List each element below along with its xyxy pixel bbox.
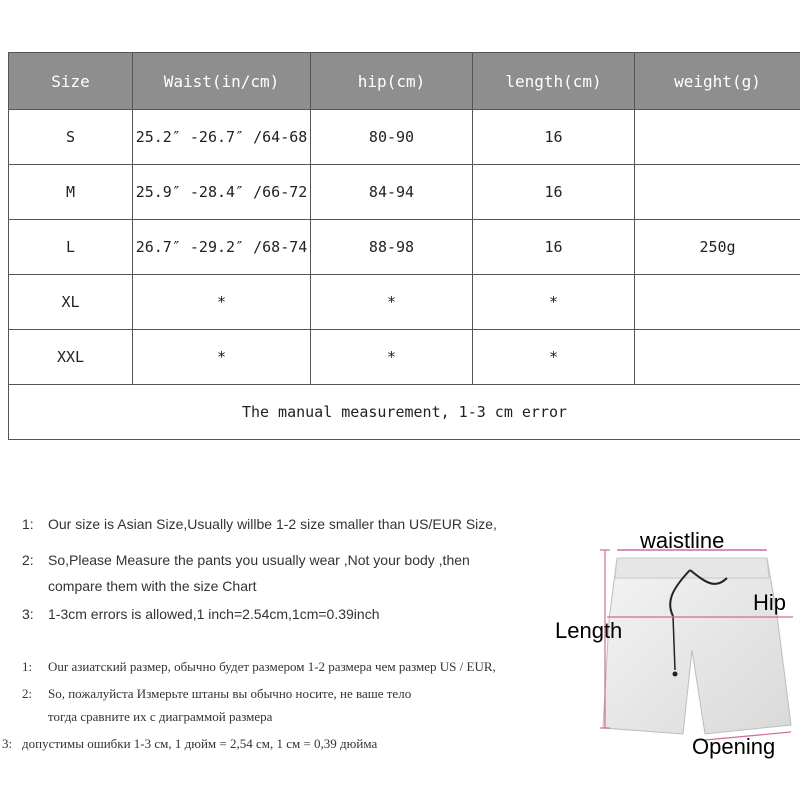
table-footnote: The manual measurement, 1-3 cm error <box>9 385 800 440</box>
waist-cell: 26.7″ -29.2″ /68-74 <box>133 220 311 275</box>
size-cell: XXL <box>9 330 133 385</box>
weight-cell: 250g <box>635 220 800 275</box>
size-cell: XL <box>9 275 133 330</box>
shorts-measurement-figure <box>545 520 800 800</box>
note-en-1: 1: Our size is Asian Size,Usually willbe 1-2 size smaller than US/EUR Size, <box>22 516 497 532</box>
weight-cell <box>635 330 800 385</box>
opening-label: Opening <box>692 734 775 760</box>
weight-cell <box>635 110 800 165</box>
weight-cell <box>635 165 800 220</box>
length-cell: 16 <box>473 220 635 275</box>
length-cell: * <box>473 330 635 385</box>
note-ru-2-cont: тогда сравните их с диаграммой размера <box>22 709 272 725</box>
table-row <box>9 330 800 385</box>
header-hip: hip(cm) <box>311 53 473 110</box>
length-cell: * <box>473 275 635 330</box>
waistline-label: waistline <box>640 528 724 554</box>
shorts-icon <box>603 558 791 734</box>
hip-cell: 88-98 <box>311 220 473 275</box>
waist-cell: * <box>133 330 311 385</box>
length-cell: 16 <box>473 165 635 220</box>
table-row <box>9 165 800 220</box>
size-cell: M <box>9 165 133 220</box>
table-row <box>9 220 800 275</box>
length-label: Length <box>555 618 622 644</box>
size-cell: S <box>9 110 133 165</box>
header-waist: Waist(in/cm) <box>133 53 311 110</box>
hip-cell: * <box>311 275 473 330</box>
size-chart-table <box>8 52 800 440</box>
note-en-3: 3: 1-3cm errors is allowed,1 inch=2.54cm,1cm=0.39inch <box>22 606 380 622</box>
hip-cell: 80-90 <box>311 110 473 165</box>
header-size: Size <box>9 53 133 110</box>
table-header-row <box>9 53 800 110</box>
hip-cell: 84-94 <box>311 165 473 220</box>
hip-label: Hip <box>753 590 786 616</box>
note-ru-2: 2: So, пожалуйста Измерьте штаны вы обычно носите, не ваше тело <box>22 686 411 702</box>
note-en-2: 2: So,Please Measure the pants you usually wear ,Not your body ,then <box>22 552 470 568</box>
table-footnote-row <box>9 385 800 440</box>
waist-cell: 25.9″ -28.4″ /66-72 <box>133 165 311 220</box>
table-row <box>9 110 800 165</box>
note-ru-3: 3: допустимы ошибки 1-3 см, 1 дюйм = 2,54 см, 1 см = 0,39 дюйма <box>2 736 377 752</box>
waist-cell: * <box>133 275 311 330</box>
header-length: length(cm) <box>473 53 635 110</box>
header-weight: weight(g) <box>635 53 800 110</box>
table-row <box>9 275 800 330</box>
size-cell: L <box>9 220 133 275</box>
waist-cell: 25.2″ -26.7″ /64-68 <box>133 110 311 165</box>
note-ru-1: 1: Our азиатский размер, обычно будет размером 1-2 размера чем размер US / EUR, <box>22 659 496 675</box>
note-en-2-cont: compare them with the size Chart <box>22 578 257 594</box>
weight-cell <box>635 275 800 330</box>
length-cell: 16 <box>473 110 635 165</box>
hip-cell: * <box>311 330 473 385</box>
